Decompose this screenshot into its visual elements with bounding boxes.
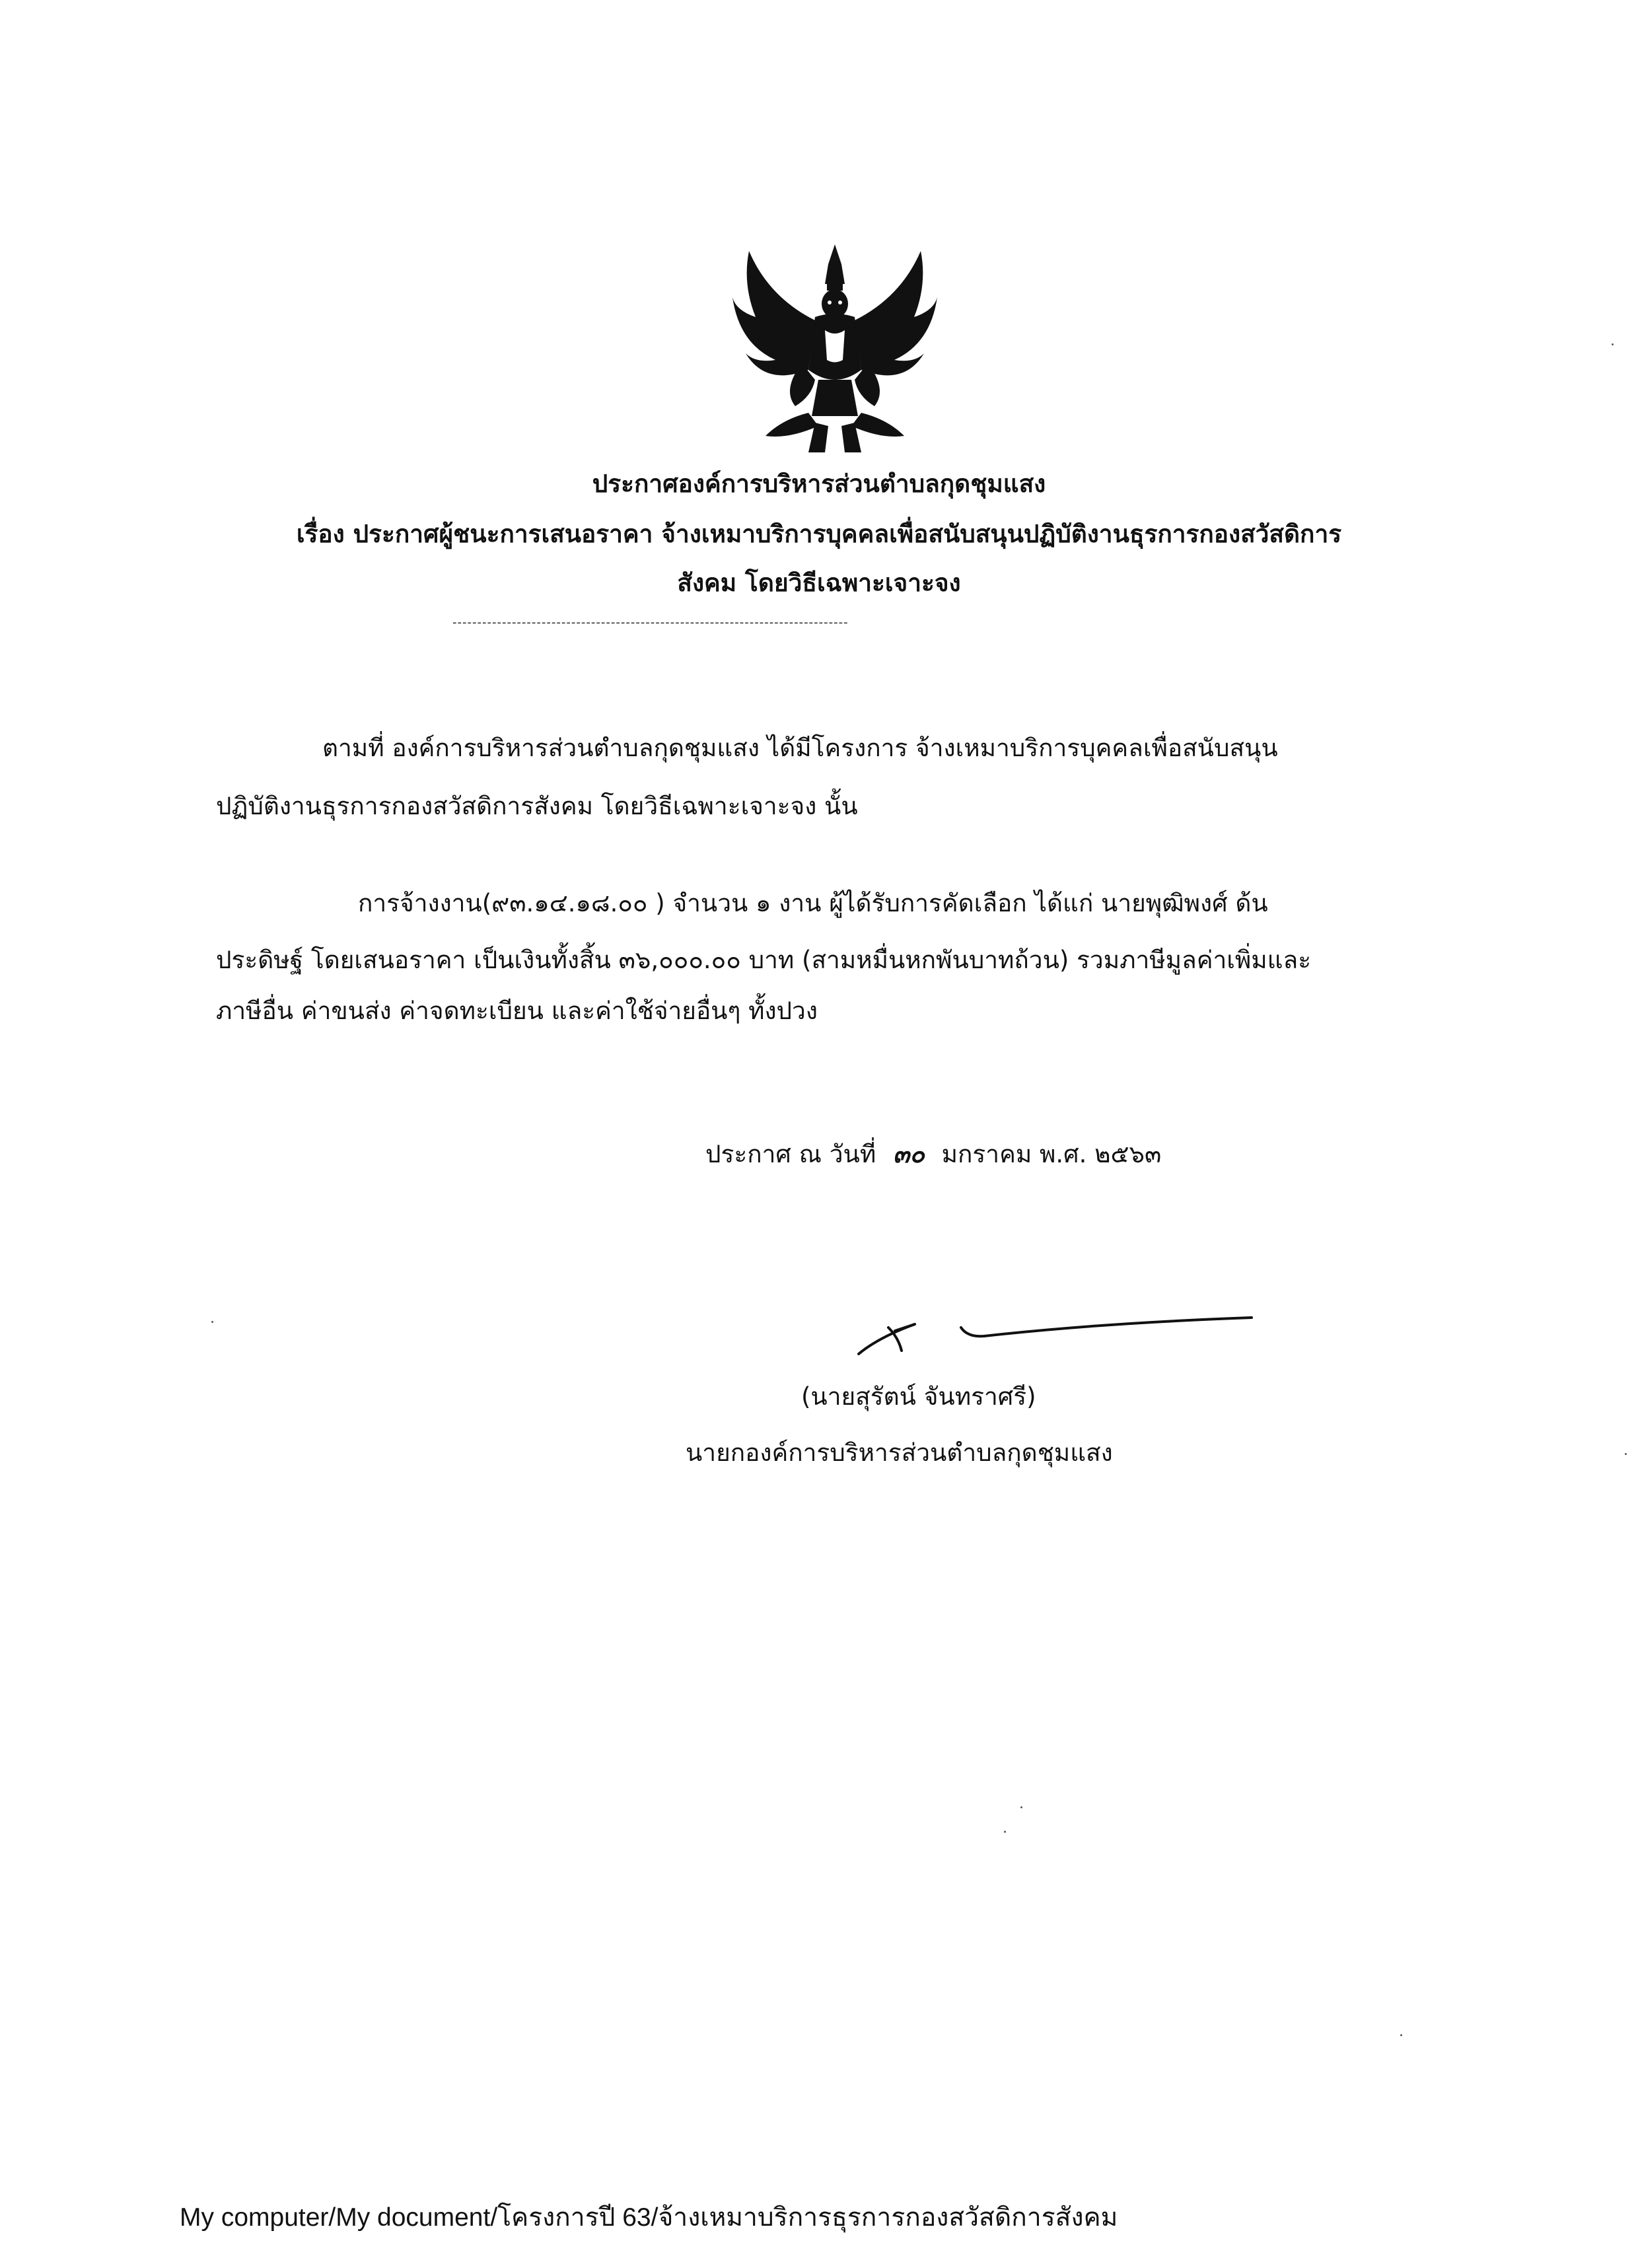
garuda-emblem-icon [729,238,941,456]
scan-speck [1004,1831,1006,1833]
scan-speck [1020,1806,1022,1808]
scan-speck [1625,1453,1627,1455]
header-subject-cont: สังคม โดยวิธีเฉพาะเจาะจง [677,569,961,597]
body-para1-line2: ปฏิบัติงานธุรการกองสวัสดิการสังคม โดยวิธีเฉพาะเจาะจง นั้น [216,792,858,820]
scan-speck [1612,343,1614,345]
body-para1-line1: ตามที่ องค์การบริหารส่วนตำบลกุดชุมแสง ได้มีโครงการ จ้างเหมาบริการบุคคลเพื่อสนับสนุน [322,734,1278,762]
body-para2-line1: การจ้างงาน(๙๓.๑๔.๑๘.๐๐ ) จำนวน ๑ งาน ผู้ได้รับการคัดเลือก ได้แก่ นายพุฒิพงศ์ ด้น [358,889,1268,917]
signer-position: นายกองค์การบริหารส่วนตำบลกุดชุมแสง [686,1438,1113,1467]
announce-date [705,1138,1161,1171]
scan-speck [1400,2034,1402,2036]
announce-day: ๓๐ [892,1140,925,1168]
handwritten-signature-icon [852,1298,1262,1370]
header-subject: เรื่อง ประกาศผู้ชนะการเสนอราคา จ้างเหมาบริการบุคคลเพื่อสนับสนุนปฏิบัติงานธุรการกองสวัสดิการ [296,520,1342,548]
footer-file-path: My computer/My document/โครงการปี 63/จ้างเหมาบริการธุรการกองสวัสดิการสังคม [180,2203,1118,2232]
header-rule: -------------------------------------------------------------------------------- [452,616,849,629]
announce-prefix: ประกาศ ณ วันที่ [705,1140,876,1168]
scan-speck [211,1321,213,1323]
signer-name: (นายสุรัตน์ จันทราศรี) [801,1382,1036,1411]
body-para2-line2: ประดิษฐ์ โดยเสนอราคา เป็นเงินทั้งสิ้น ๓๖,๐๐๐.๐๐ บาท (สามหมื่นหกพันบาทถ้วน) รวมภาษีมูลค่าเพิ่มและ [216,946,1312,974]
announce-suffix: มกราคม พ.ศ. ๒๕๖๓ [941,1140,1162,1168]
body-para2-line3: ภาษีอื่น ค่าขนส่ง ค่าจดทะเบียน และค่าใช้จ่ายอื่นๆ ทั้งปวง [216,997,818,1025]
header-title: ประกาศองค์การบริหารส่วนตำบลกุดชุมแสง [592,470,1046,498]
